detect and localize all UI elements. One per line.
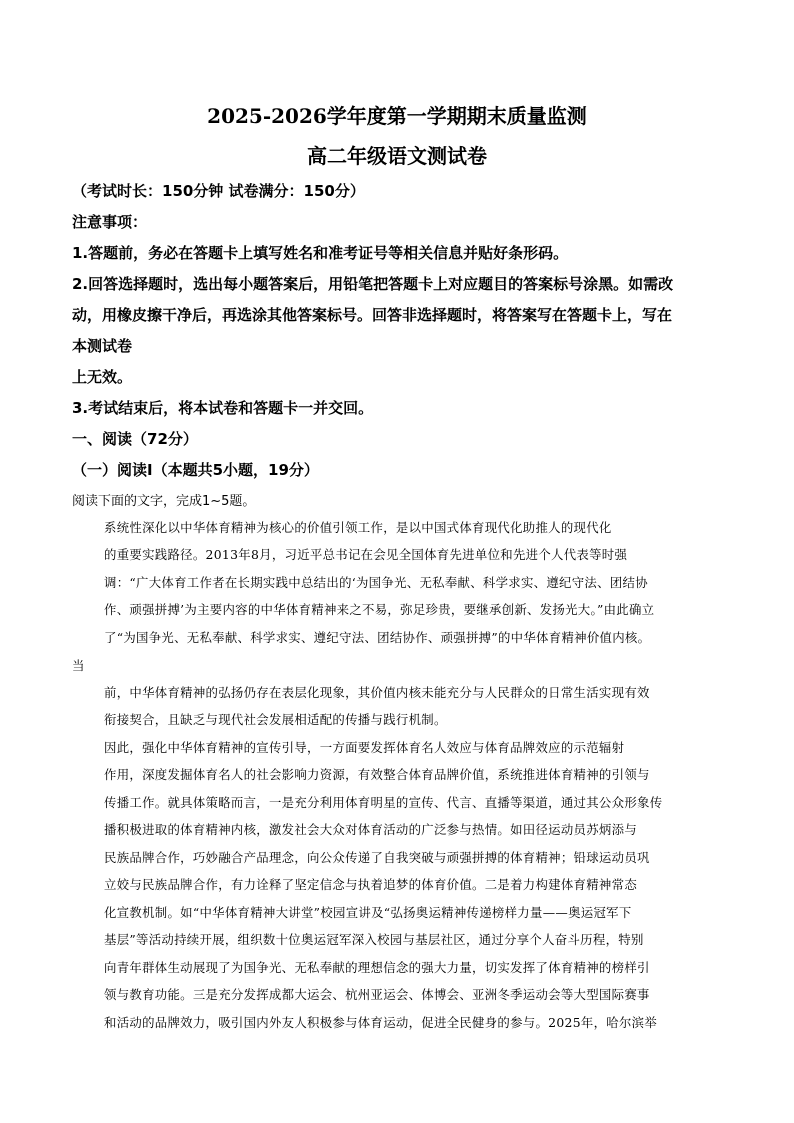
exam-subtitle: 高二年级语文测试卷 bbox=[307, 144, 487, 168]
passage-line: 基层”等活动持续开展，组织数十位奥运冠军深入校园与基层社区，通过分享个人奋斗历程，特别 bbox=[104, 932, 644, 947]
passage-line: 和活动的品牌效力，吸引国内外友人积极参与体育运动，促进全民健身的参与。2025年，哈尔滨举 bbox=[104, 1015, 658, 1030]
subsection-title: （一）阅读Ⅰ（本题共5小题，19分） bbox=[72, 461, 319, 479]
notes-item-3: 3.考试结束后，将本试卷和答题卡一并交回。 bbox=[72, 399, 374, 417]
passage-line: 作、顽强拼搏’为主要内容的中华体育精神来之不易，弥足珍贵，要继承创新、发扬光大。”由此确立 bbox=[104, 602, 655, 617]
exam-info: （考试时长：150分钟 试卷满分：150分） bbox=[72, 182, 365, 200]
passage-line: 调：“广大体育工作者在长期实践中总结出的‘为国争光、无私奉献、科学求实、遵纪守法、团结协 bbox=[104, 575, 648, 590]
passage-line: 了“为国争光、无私奉献、科学求实、遵纪守法、团结协作、顽强拼搏”的中华体育精神价值内核。 bbox=[104, 630, 651, 645]
notes-item-2-line-1: 2.回答选择题时，选出每小题答案后，用铅笔把答题卡上对应题目的答案标号涂黑。如需改 bbox=[72, 275, 674, 293]
reading-instruction: 阅读下面的文字，完成1~5题。 bbox=[72, 494, 256, 509]
passage-line: 民族品牌合作，巧妙融合产品理念，向公众传递了自我突破与顽强拼搏的体育精神；铅球运动员巩 bbox=[104, 850, 650, 865]
passage-line: 向青年群体生动展现了为国争光、无私奉献的理想信念的强大力量，切实发挥了体育精神的榜样引 bbox=[104, 960, 650, 975]
notes-heading: 注意事项： bbox=[72, 213, 148, 231]
passage-line: 领与教育功能。三是充分发挥成都大运会、杭州亚运会、体博会、亚洲冬季运动会等大型国际赛事 bbox=[104, 987, 650, 1002]
notes-item-2-line-4: 上无效。 bbox=[72, 368, 133, 386]
passage-line: 因此，强化中华体育精神的宣传引导，一方面要发挥体育名人效应与体育品牌效应的示范辐射 bbox=[104, 740, 625, 755]
passage-line: 传播工作。就具体策略而言，一是充分利用体育明星的宣传、代言、直播等渠道，通过其公众形象传 bbox=[104, 795, 663, 810]
exam-title: 2025-2026学年度第一学期期末质量监测 bbox=[207, 104, 587, 128]
section-title: 一、阅读（72分） bbox=[72, 430, 198, 448]
passage-line: 播积极进取的体育精神内核，激发社会大众对体育活动的广泛参与热情。如田径运动员苏炳添与 bbox=[104, 822, 638, 837]
passage-line: 作用，深度发掘体育名人的社会影响力资源，有效整合体育品牌价值，系统推进体育精神的引领与 bbox=[104, 767, 650, 782]
passage-line: 前，中华体育精神的弘扬仍存在表层化现象，其价值内核未能充分与人民群众的日常生活实现有效 bbox=[104, 685, 650, 700]
notes-item-2-line-2: 动，用橡皮擦干净后，再选涂其他答案标号。回答非选择题时，将答案写在答题卡上，写在 bbox=[72, 306, 673, 324]
passage-line: 立姣与民族品牌合作，有力诠释了坚定信念与执着追梦的体育价值。二是着力构建体育精神常态 bbox=[104, 877, 638, 892]
passage-line: 化宣教机制。如“中华体育精神大讲堂”校园宣讲及“弘扬奥运精神传递榜样力量——奥运冠军下 bbox=[104, 905, 632, 920]
passage-line: 衔接契合，且缺乏与现代社会发展相适配的传播与践行机制。 bbox=[104, 712, 447, 727]
notes-item-2-line-3: 本测试卷 bbox=[72, 337, 133, 355]
notes-item-1: 1.答题前，务必在答题卡上填写姓名和准考证号等相关信息并贴好条形码。 bbox=[72, 244, 569, 262]
passage-line: 的重要实践路径。2013年8月，习近平总书记在会见全国体育先进单位和先进个人代表等时强 bbox=[104, 547, 628, 562]
passage-line: 系统性深化以中华体育精神为核心的价值引领工作，是以中国式体育现代化助推人的现代化 bbox=[104, 520, 612, 535]
passage-line: 当 bbox=[72, 658, 85, 673]
